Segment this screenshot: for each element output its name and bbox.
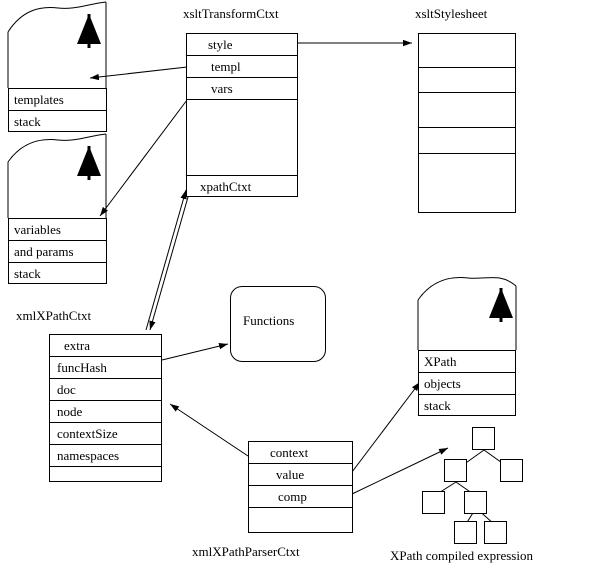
- label-xml-xpath-parser-ctxt: xmlXPathParserCtxt: [192, 544, 300, 559]
- variables-stack-divider-2: [8, 262, 107, 263]
- parser-ctxt-divider-2: [248, 485, 353, 486]
- variables-stack-divider-1: [8, 240, 107, 241]
- xpath-objects-row-2: stack: [424, 398, 451, 413]
- xpath-objects-row-1: objects: [424, 376, 461, 391]
- arrow-xpathctxt-to-xpathctxt-box: [150, 190, 190, 330]
- templates-stack-row-0: templates: [14, 92, 64, 107]
- templates-stack-row-1: stack: [14, 114, 41, 129]
- xpath-ctxt-row-contextsize: contextSize: [57, 426, 118, 441]
- stylesheet-divider-2: [418, 92, 516, 93]
- arrow-comp-to-compiled-expression: [352, 448, 448, 494]
- xslt-stylesheet-box: [418, 33, 516, 213]
- xslt-transform-ctxt-box: [186, 33, 298, 197]
- arrow-context-to-node: [170, 404, 248, 456]
- xpath-ctxt-divider-1: [49, 356, 162, 357]
- tree-node-left-left: [422, 491, 445, 514]
- tree-node-leaf-2: [484, 521, 507, 544]
- xpath-ctxt-row-node: node: [57, 404, 83, 419]
- xpath-objects-divider-2: [418, 394, 516, 395]
- xpath-ctxt-row-namespaces: namespaces: [57, 448, 120, 463]
- arrow-vars-to-variables-stack: [100, 88, 196, 216]
- parser-ctxt-row-context: context: [270, 445, 309, 460]
- arrow-xpathctxt-box-to-xpathctxt: [146, 190, 186, 330]
- functions-label: Functions: [243, 313, 295, 328]
- transform-ctxt-divider-1: [186, 55, 298, 56]
- transform-ctxt-row-style: style: [208, 37, 233, 52]
- transform-ctxt-row-xpathctxt: xpathCtxt: [200, 179, 252, 194]
- stylesheet-divider-4: [418, 153, 516, 154]
- variables-stack-row-2: stack: [14, 266, 41, 281]
- xpath-ctxt-divider-2: [49, 378, 162, 379]
- tree-node-left-right: [464, 491, 487, 514]
- arrow-funchash-to-functions: [162, 344, 228, 360]
- xpath-ctxt-row-doc: doc: [57, 382, 76, 397]
- parser-ctxt-row-value: value: [276, 467, 305, 482]
- xpath-objects-divider-1: [418, 372, 516, 373]
- transform-ctxt-divider-2: [186, 77, 298, 78]
- xpath-ctxt-divider-5: [49, 444, 162, 445]
- parser-ctxt-row-comp: comp: [278, 489, 307, 504]
- tree-node-root: [472, 427, 495, 450]
- variables-stack-row-1: and params: [14, 244, 74, 259]
- label-xslt-stylesheet: xsltStylesheet: [415, 6, 488, 21]
- transform-ctxt-divider-3: [186, 99, 298, 100]
- transform-ctxt-divider-4: [186, 175, 298, 176]
- tree-node-left: [444, 459, 467, 482]
- stylesheet-divider-3: [418, 127, 516, 128]
- xpath-objects-row-0: XPath: [424, 354, 457, 369]
- xpath-ctxt-divider-3: [49, 400, 162, 401]
- xpath-ctxt-divider-4: [49, 422, 162, 423]
- templates-stack-divider: [8, 110, 107, 111]
- parser-ctxt-divider-3: [248, 507, 353, 508]
- templates-stack-top-curve: [8, 2, 106, 32]
- label-xml-xpath-ctxt: xmlXPathCtxt: [16, 308, 92, 323]
- xpath-ctxt-row-funchash: funcHash: [57, 360, 107, 375]
- stylesheet-divider-1: [418, 67, 516, 68]
- variables-stack-row-0: variables: [14, 222, 61, 237]
- label-xslt-transform-ctxt: xsltTransformCtxt: [183, 6, 279, 21]
- transform-ctxt-row-templ: templ: [211, 59, 241, 74]
- tree-node-right: [500, 459, 523, 482]
- xpath-ctxt-row-extra: extra: [64, 338, 90, 353]
- tree-node-leaf-1: [454, 521, 477, 544]
- xpath-ctxt-divider-6: [49, 466, 162, 467]
- variables-stack-top-curve: [8, 134, 106, 162]
- transform-ctxt-row-vars: vars: [211, 81, 233, 96]
- parser-ctxt-divider-1: [248, 463, 353, 464]
- arrow-value-to-xpath-objects-stack: [352, 382, 420, 472]
- label-xpath-compiled-expression: XPath compiled expression: [390, 548, 533, 563]
